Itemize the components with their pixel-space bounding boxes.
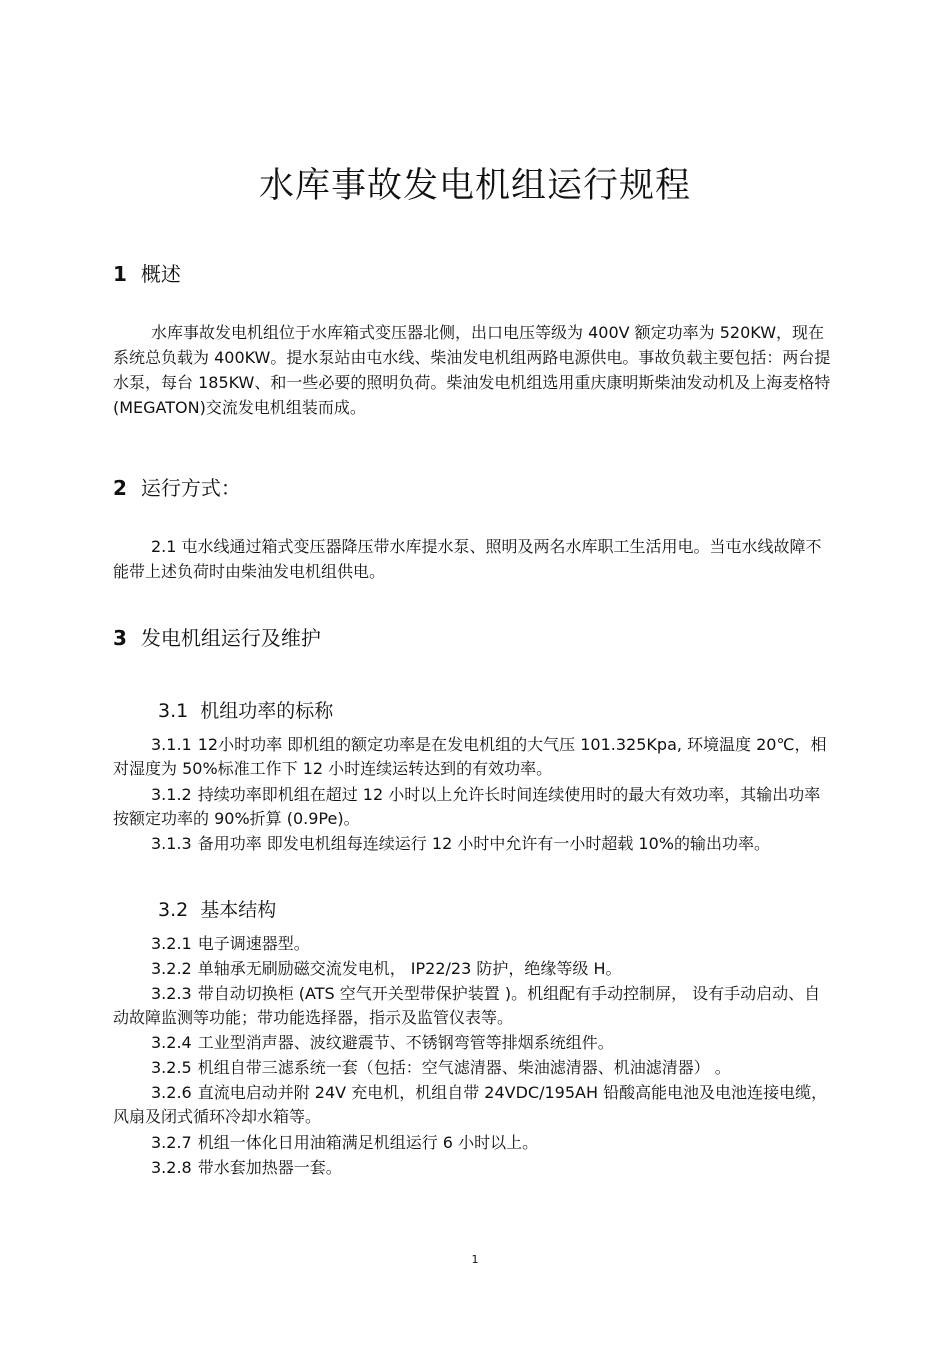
- overview-paragraph: [113, 320, 833, 420]
- item-number: 3.2.6: [151, 1083, 192, 1102]
- subsection-title: 机组功率的标称: [200, 700, 334, 722]
- subsection-number: 3.2: [158, 899, 189, 921]
- section-title: 运行方式：: [140, 476, 241, 500]
- list-item: [113, 1156, 833, 1180]
- item-text: 电子调速器型。: [197, 934, 310, 953]
- item-number: 3.2.4: [151, 1033, 192, 1052]
- section-heading-1: [113, 258, 181, 287]
- item-text: 备用功率 即发电机组每连续运行 12 小时中允许有一小时超载 10%的输出功率。: [197, 834, 770, 853]
- list-item: [113, 957, 833, 981]
- section-number: 1: [113, 262, 127, 286]
- subsection-title: 基本结构: [200, 899, 277, 921]
- section-number: 2: [113, 476, 127, 500]
- item-text: 持续功率即机组在超过 12 小时以上允许长时间连续使用时的最大有效功率，其输出功率按额定功率的 90%折算 (0.9Pe)。: [113, 785, 821, 828]
- operation-text: 屯水线通过箱式变压器降压带水库提水泵、照明及两名水库职工生活用电。当屯水线故障不能带上述负荷时由柴油发电机组供电。: [113, 537, 822, 581]
- item-number: 3.2.2: [151, 959, 192, 978]
- overview-text: 水库事故发电机组位于水库箱式变压器北侧，出口电压等级为 400V 额定功率为 520KW，现在系统总负载为 400KW。提水泵站由屯水线、柴油发电机组两路电源供电。事故负载主要包括：两台提水泵，每台 185KW、和一些必要的照明负荷。柴油发电机组选用重庆康明斯柴油发动机及上海麦格特 (MEGATON)交流发电机组装而成。: [113, 323, 831, 417]
- section-number: 3: [113, 626, 127, 650]
- item-text: 带水套加热器一套。: [197, 1158, 342, 1177]
- document-title: 水库事故发电机组运行规程: [258, 166, 691, 206]
- item-number: 3.2.5: [151, 1058, 192, 1077]
- item-number: 3.2.3: [151, 984, 192, 1003]
- item-number: 3.2.8: [151, 1158, 192, 1177]
- operation-paragraph: [113, 534, 833, 584]
- item-number: 3.1.3: [151, 834, 192, 853]
- list-item: [113, 932, 833, 956]
- list-item: [113, 783, 833, 831]
- item-number: 3.2.7: [151, 1133, 192, 1152]
- item-number: 3.2.1: [151, 934, 192, 953]
- section-heading-3: [113, 622, 321, 651]
- item-text: 工业型消声器、波纹避震节、不锈钢弯管等排烟系统组件。: [197, 1033, 614, 1052]
- section-title: 发电机组运行及维护: [140, 626, 321, 650]
- item-number: 3.1.2: [151, 785, 192, 804]
- list-item: [113, 1056, 833, 1080]
- section-heading-2: [113, 472, 241, 501]
- item-text: 带自动切换柜 (ATS 空气开关型带保护装置 )。机组配有手动控制屏， 设有手动启动、自动故障监测等功能；带功能选择器，指示及监管仪表等。: [113, 984, 821, 1027]
- item-number: 3.1.1: [151, 735, 192, 754]
- list-item: [113, 832, 833, 856]
- item-number: 2.1: [151, 537, 177, 556]
- subsection-heading-3-2: [158, 895, 276, 922]
- page-number: 1: [471, 1253, 479, 1266]
- list-item: [113, 733, 833, 781]
- list-item: [113, 1081, 833, 1129]
- list-item: [113, 1031, 833, 1055]
- subsection-number: 3.1: [158, 700, 189, 722]
- item-text: 机组自带三滤系统一套（包括：空气滤清器、柴油滤清器、机油滤清器） 。: [197, 1058, 731, 1077]
- item-text: 机组一体化日用油箱满足机组运行 6 小时以上。: [197, 1133, 539, 1152]
- item-text: 单轴承无刷励磁交流发电机， IP22/23 防护，绝缘等级 H。: [197, 959, 622, 978]
- item-text: 直流电启动并附 24V 充电机，机组自带 24VDC/195AH 铅酸高能电池及电池连接电缆，风扇及闭式循环冷却水箱等。: [113, 1083, 828, 1126]
- item-text: 12小时功率 即机组的额定功率是在发电机组的大气压 101.325Kpa, 环境温度 20℃，相对湿度为 50%标准工作下 12 小时连续运转达到的有效功率。: [113, 735, 827, 778]
- section-title: 概述: [140, 262, 181, 286]
- list-item: [113, 1131, 833, 1155]
- list-item: [113, 982, 833, 1030]
- subsection-heading-3-1: [158, 696, 333, 723]
